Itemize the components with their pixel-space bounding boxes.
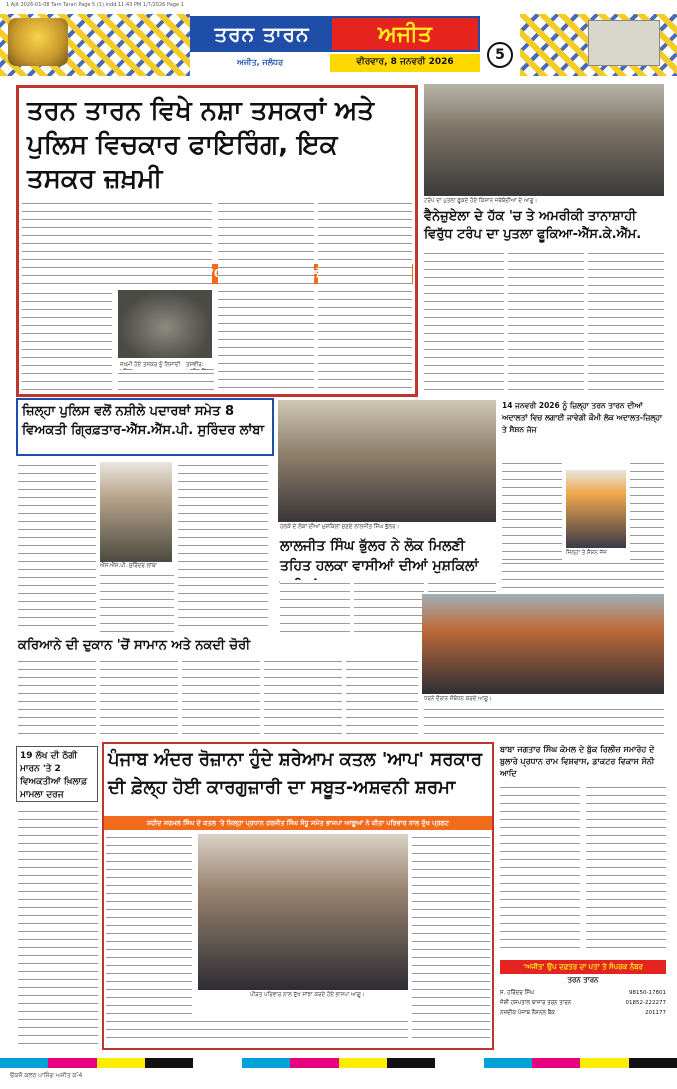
office-row: [500, 998, 666, 1008]
lead-text-col-4: [318, 200, 412, 390]
paper-title: ਅਜੀਤ: [332, 18, 478, 50]
protest-photo: [424, 84, 664, 196]
police-text-col-3: [178, 462, 268, 632]
building-sign-photo: [588, 20, 660, 66]
venezuela-text-col-1: [424, 250, 504, 390]
lead-photo: [118, 290, 212, 358]
ssp-photo: [100, 462, 172, 562]
theft-text-col-5: [346, 658, 418, 736]
police-story-box: [16, 398, 274, 456]
office-box-title: 'ਅਜੀਤ' ਉਪ ਦਫ਼ਤਰ ਦਾ ਪਤਾ ਤੇ ਸੰਪਰਕ ਨੰਬਰ: [500, 960, 666, 974]
theft-text-col-4: [264, 658, 342, 736]
office-contact-list: [500, 988, 666, 1018]
venezuela-text-col-3: [588, 250, 664, 390]
judge-photo: [566, 470, 626, 548]
edition-label: ਅਜੀਤ, ਜਲੰਧਰ: [236, 58, 284, 67]
dhillon-headline: ਲਾਲਜੀਤ ਸਿੰਘ ਭੁੱਲਰ ਨੇ ਲੋਕ ਮਿਲਣੀ ਤਹਿਤ ਹਲਕਾ ਵਾਸੀਆਂ ਦੀਆਂ ਮੁਸ਼ਕਿਲਾਂ: [280, 538, 479, 574]
komal-text-col-1: [500, 784, 580, 954]
bottom-photo-caption: ਪੀੜਤ ਪਰਿਵਾਰ ਨਾਲ ਦੁੱਖ ਸਾਂਝਾ ਕਰਦੇ ਹੋਏ ਭਾਜਪਾ ਆਗੂ।: [250, 992, 365, 998]
venezuela-text-col-2: [508, 250, 584, 390]
bottom-photo: [198, 834, 408, 990]
lead-photo-credit: ਤਸਵੀਰ:: [186, 362, 204, 368]
lead-photo-caption: ਜ਼ਖ਼ਮੀ ਹੋਏ ਤਸਕਰ ਨੂੰ ਲਿਜਾਂਦੀ: [120, 362, 181, 368]
police-headline: ਜ਼ਿਲ੍ਹਾ ਪੁਲਿਸ ਵਲੋਂ ਨਸ਼ੀਲੇ ਪਦਾਰਥਾਂ ਸਮੇਤ 8 ਵਿਅਕਤੀ ਗ੍ਰਿਫ਼ਤਾਰ-ਐੱਸ.ਐੱਸ.ਪੀ. ਸੁਰਿੰਦਰ ਲਾਂਬਾ: [22, 404, 265, 438]
komal-text-col-2: [586, 784, 666, 954]
protest-photo-caption: ਟਰੰਪ ਦਾ ਪੁਤਲਾ ਫੂਕਦੇ ਹੋਏ ਕਿਸਾਨ ਜਥੇਬੰਦੀਆਂ ਦੇ ਆਗੂ।: [424, 198, 538, 204]
fraud-text: [18, 808, 98, 1044]
office-row-name: ਜੋਸ਼ੀ ਹਸਪਤਾਲ ਬਾਜ਼ਾਰ ਤਰਨ ਤਾਰਨ: [500, 1000, 572, 1006]
lok-adalat-text-bottom: [502, 560, 664, 592]
bottom-headline: ਪੰਜਾਬ ਅੰਦਰ ਰੋਜ਼ਾਨਾ ਹੁੰਦੇ ਸ਼ਰੇਆਮ ਕਤਲ 'ਆਪ' ਸਰਕਾਰ ਦੀ ਫ਼ੇਲ੍ਹ ਹੋਈ ਕਾਰਗੁਜ਼ਾਰੀ ਦਾ ਸਬੂਤ-ਅਸ਼ਵਨੀ ਸ਼ਰਮਾ: [108, 749, 483, 798]
venezuela-headline: ਵੈਨੇਜ਼ੁਏਲਾ ਦੇ ਹੱਕ 'ਚ ਤੇ ਅਮਰੀਕੀ ਤਾਨਾਸ਼ਾਹੀ ਵਿਰੁੱਧ ਟਰੰਪ ਦਾ ਪੁਤਲਾ ਫੂਕਿਆ-ਐੱਸ.ਕੇ.ਐੱਮ.: [424, 209, 642, 242]
page-number: 5: [487, 42, 513, 68]
office-row-number: 01852-222277: [625, 1000, 666, 1006]
bottom-text-footer: [106, 1018, 408, 1044]
edition-title: ਤਰਨ ਤਾਰਨ: [192, 18, 332, 50]
lead-text-col-2: [118, 370, 214, 390]
issue-date: ਵੀਰਵਾਰ, 8 ਜਨਵਰੀ 2026: [330, 54, 480, 72]
print-info-strip: 1 Ajit 2026-01-08 Tarn Taran Page 5 (1).indd 11:43 PM 1/7/2026 Page 1: [6, 2, 184, 8]
dhillon-text-col-1: [280, 580, 350, 632]
office-row-number: 98150-17801: [629, 990, 666, 996]
fraud-brief-box: [16, 746, 98, 802]
meeting-photo: [278, 400, 496, 522]
meeting-photo-caption: ਹਲਕੇ ਦੇ ਲੋਕਾਂ ਦੀਆਂ ਮੁਸ਼ਕਿਲਾਂ ਸੁਣਦੇ ਲਾਲਜੀਤ ਸਿੰਘ ਭੁੱਲਰ।: [280, 524, 400, 530]
dhillon-text-col-2: [354, 580, 424, 632]
bottom-subheadline: ਸ਼ਹੀਦ ਜਰਮਲ ਸਿੰਘ ਦੇ ਕਤਲ 'ਤੇ ਜ਼ਿਲ੍ਹਾ ਪ੍ਰਧਾਨ ਹਰਜੀਤ ਸਿੰਘ ਸੰਧੂ ਸਮੇਤ ਭਾਜਪਾ ਆਗੂਆਂ ਨੇ ਕੀਤਾ ਪਰਿਵਾਰ ਨਾਲ ਦੁੱਖ ਪ੍ਰਗਟ: [104, 816, 492, 830]
theft-text-col-2: [100, 658, 178, 736]
police-text-col-1: [18, 462, 96, 632]
lok-adalat-headline: 14 ਜਨਵਰੀ 2026 ਨੂੰ ਜ਼ਿਲ੍ਹਾ ਤਰਨ ਤਾਰਨ ਦੀਆਂ ਅਦਾਲਤਾਂ ਵਿਚ ਲਗਾਈ ਜਾਵੇਗੀ ਕੌਮੀ ਲੋਕ ਅਦਾਲਤ-ਜ਼ਿਲ੍ਹਾ ਤੇ ਸੈਸ਼ਨ ਜੱਜ: [502, 401, 663, 434]
lead-text-col-3: [218, 200, 314, 390]
office-row-name: ਸ. ਹਰਿੰਦਰ ਸਿੰਘ: [500, 990, 535, 996]
police-text-col-2: [100, 572, 174, 632]
golden-temple-crest: [8, 18, 68, 66]
footer-text: ੳਕਸੌ ਕਲਰ ਪਾਸਿੰਗ ਅਜੀਤ ਕ-ੱ4: [10, 1072, 83, 1079]
theft-text-col-3: [182, 658, 260, 736]
judge-photo-caption: ਜ਼ਿਲ੍ਹਾ ਤੇ ਸੈਸ਼ਨ ਜੱਜ: [566, 550, 607, 556]
bottom-text-col-1: [106, 834, 192, 1014]
office-row: [500, 1008, 666, 1018]
color-registration-strip: [0, 1058, 677, 1068]
fraud-headline: 19 ਲੱਖ ਦੀ ਠੱਗੀ ਮਾਰਨ 'ਤੇ 2 ਵਿਅਕਤੀਆਂ ਖ਼ਿਲਾਫ਼ ਮਾਮਲਾ ਦਰਜ: [20, 751, 88, 800]
office-city: ਤਰਨ ਤਾਰਨ: [567, 976, 599, 984]
ssp-photo-caption: ਐੱਸ.ਐੱਸ.ਪੀ. ਸੁਰਿੰਦਰ ਲਾਂਬਾ: [100, 563, 157, 569]
lead-text-top-left: [22, 200, 212, 288]
masthead-logo: [190, 16, 480, 74]
bottom-text-col-3: [412, 834, 490, 1042]
dharna-text: [424, 706, 664, 736]
office-row-number: 201177: [645, 1010, 666, 1016]
lead-headline: ਤਰਨ ਤਾਰਨ ਵਿਖੇ ਨਸ਼ਾ ਤਸਕਰਾਂ ਅਤੇ ਪੁਲਿਸ ਵਿਚਕਾਰ ਫਾਇਰਿੰਗ, ਇਕ ਤਸਕਰ ਜ਼ਖ਼ਮੀ: [27, 96, 375, 194]
theft-headline: ਕਰਿਆਨੇ ਦੀ ਦੁਕਾਨ 'ਚੋਂ ਸਾਮਾਨ ਅਤੇ ਨਕਦੀ ਚੋਰੀ: [18, 638, 251, 653]
dharna-photo-caption: ਧਰਨੇ ਦੌਰਾਨ ਸੰਬੋਧਨ ਕਰਦੇ ਆਗੂ।: [424, 696, 492, 702]
theft-text-col-1: [18, 658, 96, 736]
office-row: [500, 988, 666, 998]
office-row-name: ਨਜ਼ਦੀਕ ਪੰਜਾਬ ਨੈਸ਼ਨਲ ਬੈਂਕ: [500, 1010, 555, 1016]
lead-text-col-1: [22, 290, 112, 390]
komal-headline: ਬਾਬਾ ਜਗਤਾਰ ਸਿੰਘ ਕੋਮਲ ਦੇ ਬੁੱਕ ਰਿਲੀਜ਼ ਸਮਾਰੋਹ ਦੇ ਬੁਲਾਰੇ ਪ੍ਰਧਾਨ ਰਾਮ ਵਿਸ਼ਵਾਸ, ਡਾਕਟਰ ਵਿਕਾਸ ਸੋਨੀ ਆਦਿ: [500, 745, 655, 778]
dharna-photo: [422, 594, 664, 694]
